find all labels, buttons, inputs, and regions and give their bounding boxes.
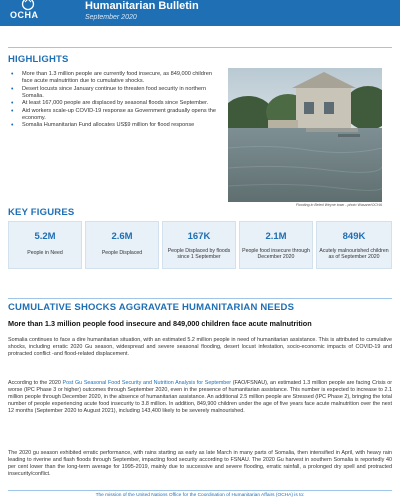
logo-text: OCHA — [10, 10, 39, 20]
paragraph-text: (FAO/FSNAU), an estimated 1.3 million people are facing Crisis or worse (IPC Phase 3 or higher) outcomes through September 2020, even in the presence of humanitarian assistance. This number is expected to increase to 2.1 million people through December 2020, in the absence of humanitarian assistance. An additional 2.5 million people are Stressed (IPC Phase 2), bringing the total number of people experiencing acute food insecurity to 3.8 million. In addition, 849,900 children under the age of five years face acute malnutrition over the next 12 months (September 2020 to August 2021), including 143,400 likely to be severely malnourished. — [8, 380, 392, 414]
article-paragraph: The 2020 gu season exhibited erratic performance, with rains starting as early as late March in many parts of Somalia, then intensified in April, with heavy rain leading to riverine and flash floods through September, impacting food security according to FSNAU. The 2020 Gu harvest in southern Somalia is reportedly 40 per cent lower than the long-term average for 1995-2019, mainly due to successive and severe flooding, erratic rainfall, a prolonged dry spell and protracted insecurity/conflict. — [8, 450, 392, 477]
key-figure-label: Acutely malnourished children as of September 2020 — [319, 248, 389, 260]
highlights-heading: HIGHLIGHTS — [8, 54, 69, 65]
key-figure-card — [239, 221, 313, 269]
article-paragraph — [8, 380, 392, 415]
flood-photo — [228, 68, 382, 202]
key-figure-card — [316, 221, 392, 269]
ocha-logo — [6, 0, 52, 26]
key-figure-label: People Displaced by floods since 1 September — [167, 248, 231, 260]
highlight-item: • Aid workers scale-up COVID-19 response as Government gradually opens the economy. — [8, 108, 224, 122]
photo-caption: Flooding in Beled Weyne town - photo Wasane/OCHA — [295, 203, 382, 207]
article-paragraph: Somalia continues to face a dire humanitarian situation, with an estimated 5.2 million people in need of humanitarian assistance. This is attributed to cumulative shocks, including erratic 2020 Gu season, widespread and severe seasonal flooding, desert locust infestation, socio-economic impacts of COVID-19 and protracted conflict -and flood-related displacement. — [8, 337, 392, 357]
highlight-item: • Somalia Humanitarian Fund allocates US$9 million for flood response — [8, 122, 224, 129]
key-figure-label: People food insecure through December 2020 — [242, 248, 310, 260]
article-heading: CUMULATIVE SHOCKS AGGRAVATE HUMANITARIAN NEEDS — [8, 302, 295, 313]
key-figure-card — [8, 221, 82, 269]
bulletin-title: Humanitarian Bulletin — [85, 0, 199, 12]
key-figure-value: 5.2M — [34, 231, 56, 242]
header-bar — [0, 0, 400, 26]
key-figure-label: People Displaced — [101, 250, 143, 256]
key-figure-value: 167K — [187, 231, 211, 242]
highlights-list — [8, 71, 224, 130]
highlight-item: • Desert locusts since January continue to threaten food security in northern Somalia. — [8, 86, 224, 100]
key-figure-label: People in Need — [27, 250, 63, 256]
paragraph-text: According to the 2020 — [8, 380, 63, 386]
footer-mission-text: The mission of the United Nations Office for the Coordination of Humanitarian Affairs (OCHA) is to: — [95, 493, 305, 498]
key-figure-card — [85, 221, 159, 269]
key-figure-card — [162, 221, 236, 269]
key-figure-value: 2.6M — [111, 231, 133, 242]
highlight-item: • More than 1.3 million people are currently food insecure, as 849,000 children face acute malnutrition due to cumulative shocks. — [8, 71, 224, 85]
section-divider — [8, 47, 392, 48]
key-figure-value: 2.1M — [265, 231, 287, 242]
flood-scene-image — [228, 68, 382, 202]
key-figures-heading: KEY FIGURES — [8, 207, 75, 218]
footer-divider — [8, 490, 392, 491]
highlight-item: • At least 167,000 people are displaced by seasonal floods since September. — [8, 100, 224, 107]
article-subheading: More than 1.3 million people food insecure and 849,000 children face acute malnutrition — [8, 319, 312, 328]
key-figure-value: 849K — [342, 231, 366, 242]
fsnau-report-link[interactable]: Post Gu Seasonal Food Security and Nutrition Analysis for September — [62, 380, 232, 386]
bulletin-date: September 2020 — [85, 14, 137, 21]
section-divider — [8, 298, 392, 299]
